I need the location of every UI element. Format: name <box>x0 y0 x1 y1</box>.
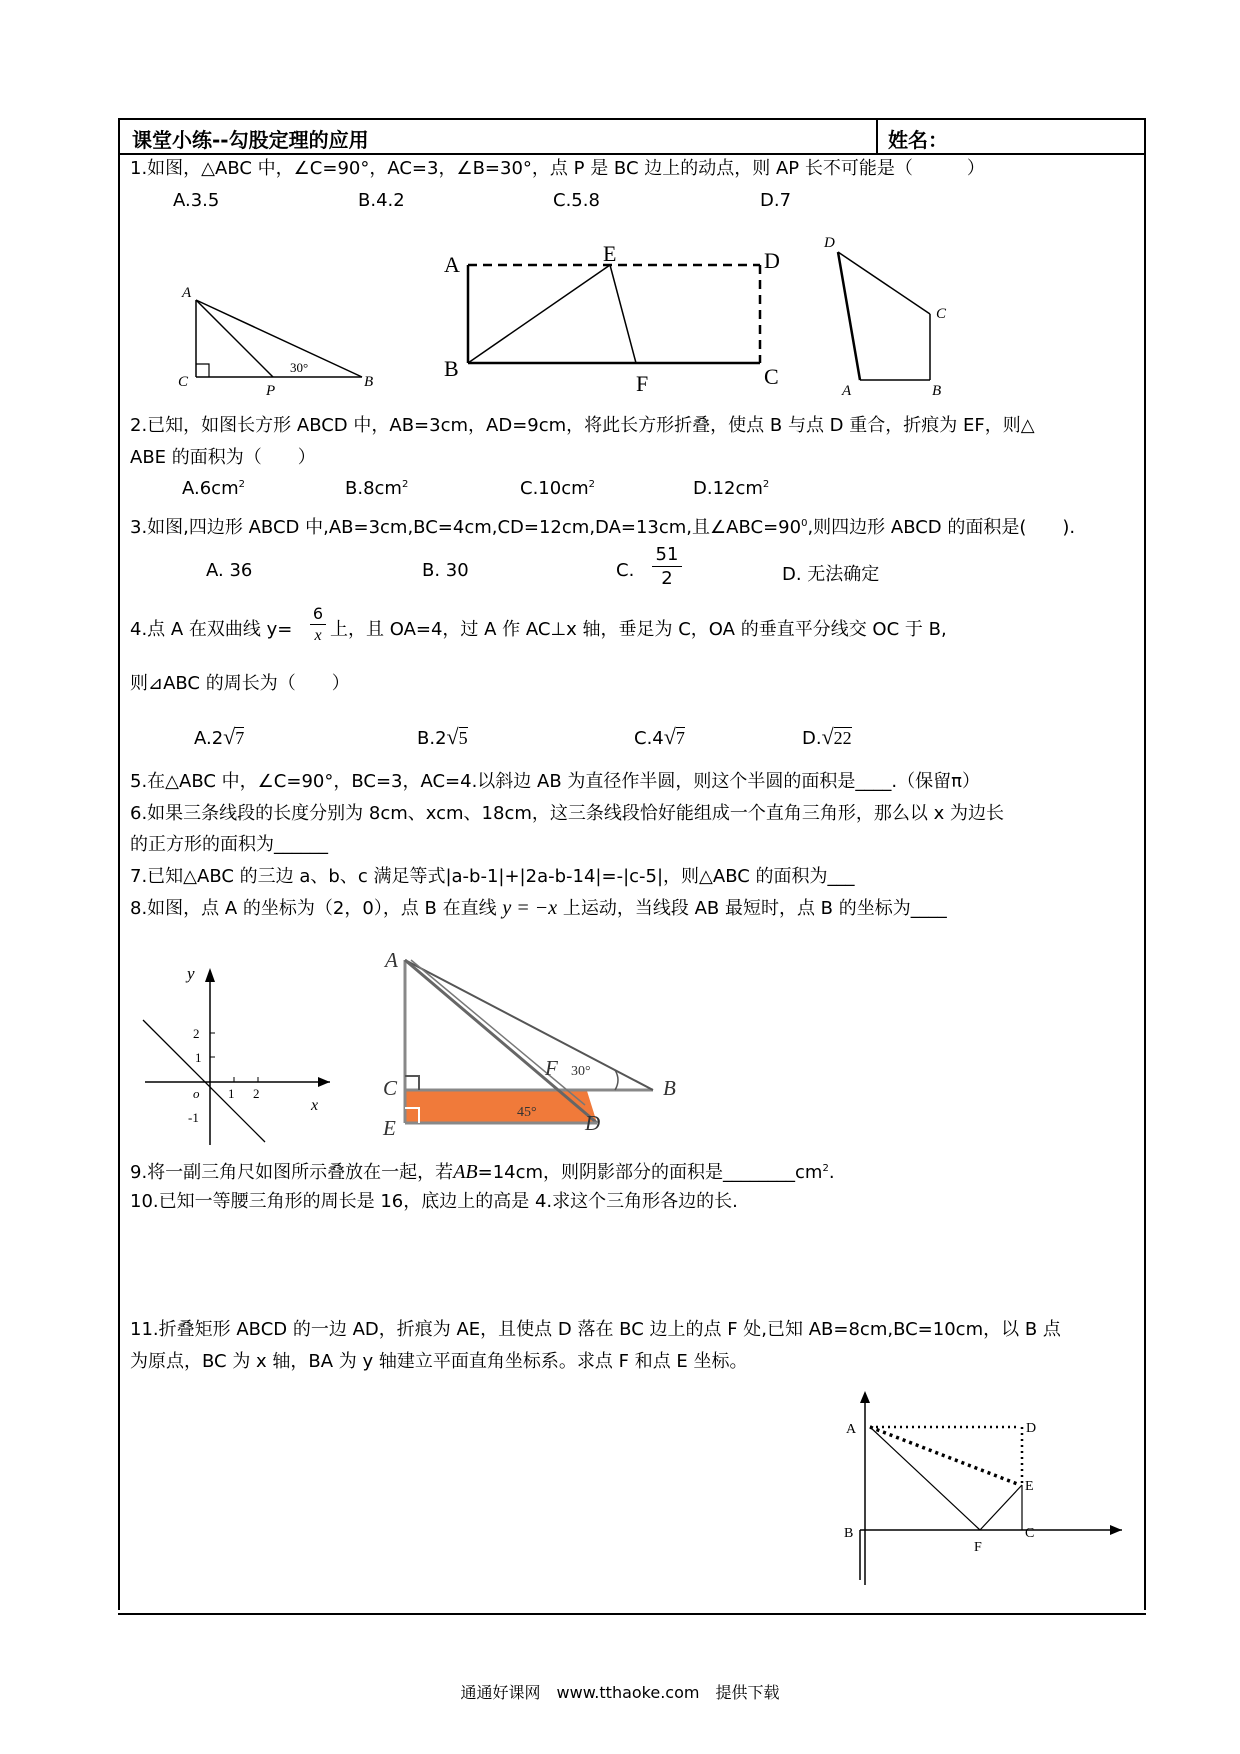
fig3-label-c: C <box>936 306 947 322</box>
fig4-tick-neg1: -1 <box>188 1110 199 1125</box>
q2-line1: 2.已知，如图长方形 ABCD 中，AB=3cm，AD=9cm，将此长方形折叠，使点 B 与点 D 重合，折痕为 EF，则△ <box>130 415 1035 436</box>
fig5-label-d: D <box>585 1111 601 1135</box>
fig3-label-b: B <box>932 383 942 399</box>
fig4-xtick-2: 2 <box>253 1086 260 1101</box>
fig2-label-b: B <box>444 356 459 381</box>
q3-text: 3.如图,四边形 ABCD 中,AB=3cm,BC=4cm,CD=12cm,DA=13cm,且$\angle ABC=90^0$,则四边形 ABCD 的面积是( ). <box>130 517 1076 538</box>
q1-option-c: C.5.8 <box>553 190 600 211</box>
q10-text: 10.已知一等腰三角形的周长是 16，底边上的高是 4.求这个三角形各边的长. <box>130 1191 738 1212</box>
worksheet-title: 课堂小练--勾股定理的应用 <box>132 128 369 152</box>
figure-rectangle-fold <box>440 241 780 396</box>
q2-option-a: $A.6cm^2$ <box>182 478 245 499</box>
fig3-label-d: D <box>824 235 835 251</box>
q3-option-c: C. <box>616 560 635 581</box>
q3-option-a: A. 36 <box>206 560 253 581</box>
fig5-label-e: E <box>383 1116 396 1140</box>
fig1-label-b: B <box>364 374 374 390</box>
fig5-label-f: F <box>545 1056 558 1080</box>
fig4-xtick-1: 1 <box>228 1086 235 1101</box>
q1-text: 1.如图，△ABC 中，∠C=90°，AC=3，∠B=30°，点 P 是 BC 边上的动点，则 AP 长不可能是（ ） <box>130 158 985 179</box>
fig6-label-d: D <box>1026 1421 1037 1436</box>
fig4-label-x: x <box>311 1097 319 1114</box>
q3-option-d: D. 无法确定 <box>782 564 880 585</box>
q4-option-c: C.4√7 <box>634 724 685 749</box>
fig1-angle-label: 30° <box>290 360 309 375</box>
q4-line2: 则⊿ABC 的周长为（ ） <box>130 673 350 694</box>
q3-option-c-fraction: $\frac{51}{2}$ <box>652 544 682 591</box>
header-divider <box>876 120 878 153</box>
q1-option-a: A.3.5 <box>173 190 220 211</box>
q5-text: 5.在△ABC 中，∠C=90°，BC=3，AC=4.以斜边 AB 为直径作半圆，则这个半圆的面积是____.（保留π） <box>130 771 980 792</box>
q6-line2: 的正方形的面积为______ <box>130 834 328 855</box>
fig3-label-a: A <box>842 383 852 399</box>
fig4-label-y: y <box>187 964 195 983</box>
fig2-label-a: A <box>444 252 460 277</box>
fig5-angle-45: 45° <box>517 1105 537 1120</box>
figure-set-squares <box>375 945 705 1145</box>
q4-post: 上，且 OA=4，过 A 作 AC⊥x 轴，垂足为 C，OA 的垂直平分线交 OC 于 B, <box>330 619 947 640</box>
q4-pre: 4.点 A 在双曲线 y= <box>130 619 293 640</box>
q4-fraction: $\frac{6}{x}$ <box>310 604 326 647</box>
figure-triangle-abc <box>170 280 380 399</box>
fig5-label-a: A <box>385 948 398 972</box>
q6-line1: 6.如果三条线段的长度分别为 8cm、xcm、18cm，这三条线段恰好能组成一个直角三角形，那么以 x 为边长 <box>130 803 1004 824</box>
fig2-label-c: C <box>764 364 779 389</box>
figure-quadrilateral-abcd <box>820 232 960 397</box>
q2-option-c: $C.10cm^2$ <box>520 478 595 499</box>
fig5-label-b: B <box>663 1076 676 1100</box>
fig6-label-b: B <box>844 1526 854 1541</box>
q8-text: 8.如图，点 A 的坐标为（2，0），点 B 在直线 y = −x 上运动，当线段 AB 最短时，点 B 的坐标为____ <box>130 897 947 919</box>
shaded-region <box>405 1090 597 1123</box>
q2-line2: ABE 的面积为（ ） <box>130 447 316 468</box>
name-label: 姓名： <box>888 128 948 152</box>
fig5-label-c: C <box>383 1076 398 1100</box>
footer-source: 通通好课网 www.tthaoke.com 提供下载 <box>460 1683 780 1702</box>
worksheet-bottom-border <box>118 1613 1146 1615</box>
q3-option-b: B. 30 <box>422 560 469 581</box>
q7-text: 7.已知△ABC 的三边 a、b、c 满足等式|a-b-1|+|2a-b-14|=-|c-5|，则△ABC 的面积为___ <box>130 866 855 887</box>
fig1-label-p: P <box>266 383 276 399</box>
q9-text: 9.将一副三角尺如图所示叠放在一起，若AB=14cm，则阴影部分的面积是$\_\_\_\_\_\_\_\_cm^2$. <box>130 1161 835 1183</box>
fig1-label-a: A <box>182 285 192 301</box>
fig5-angle-30: 30° <box>571 1064 591 1079</box>
figure-folded-rectangle-axes <box>820 1385 1130 1585</box>
fig2-label-f: F <box>636 371 649 396</box>
fig4-origin: o <box>193 1086 200 1101</box>
fig6-label-f: F <box>974 1540 982 1555</box>
fig6-label-e: E <box>1025 1479 1034 1494</box>
q2-option-b: $B.8cm^2$ <box>345 478 409 499</box>
fig1-label-c: C <box>178 374 189 390</box>
figure-coordinate-line <box>135 960 335 1150</box>
fig6-label-c: C <box>1025 1526 1035 1541</box>
fig2-label-e: E <box>603 241 617 266</box>
q4-option-a: A.2√7 <box>194 724 245 749</box>
q11-line2: 为原点，BC 为 x 轴，BA 为 y 轴建立平面直角坐标系。求点 F 和点 E 坐标。 <box>130 1351 748 1372</box>
q11-line1: 11.折叠矩形 ABCD 的一边 AD，折痕为 AE，且使点 D 落在 BC 边上的点 F 处,已知 AB=8cm,BC=10cm，以 B 点 <box>130 1319 1061 1340</box>
q1-option-b: B.4.2 <box>358 190 405 211</box>
fig6-label-a: A <box>846 1422 857 1437</box>
fig2-label-d: D <box>764 248 780 273</box>
q1-option-d: D.7 <box>760 190 792 211</box>
q4-option-d: D.√22 <box>802 724 852 749</box>
q2-option-d: $D.12cm^2$ <box>693 478 770 499</box>
fig4-tick-1: 1 <box>195 1050 202 1065</box>
q4-option-b: B.2√5 <box>417 724 468 749</box>
fig4-tick-2: 2 <box>193 1026 200 1041</box>
